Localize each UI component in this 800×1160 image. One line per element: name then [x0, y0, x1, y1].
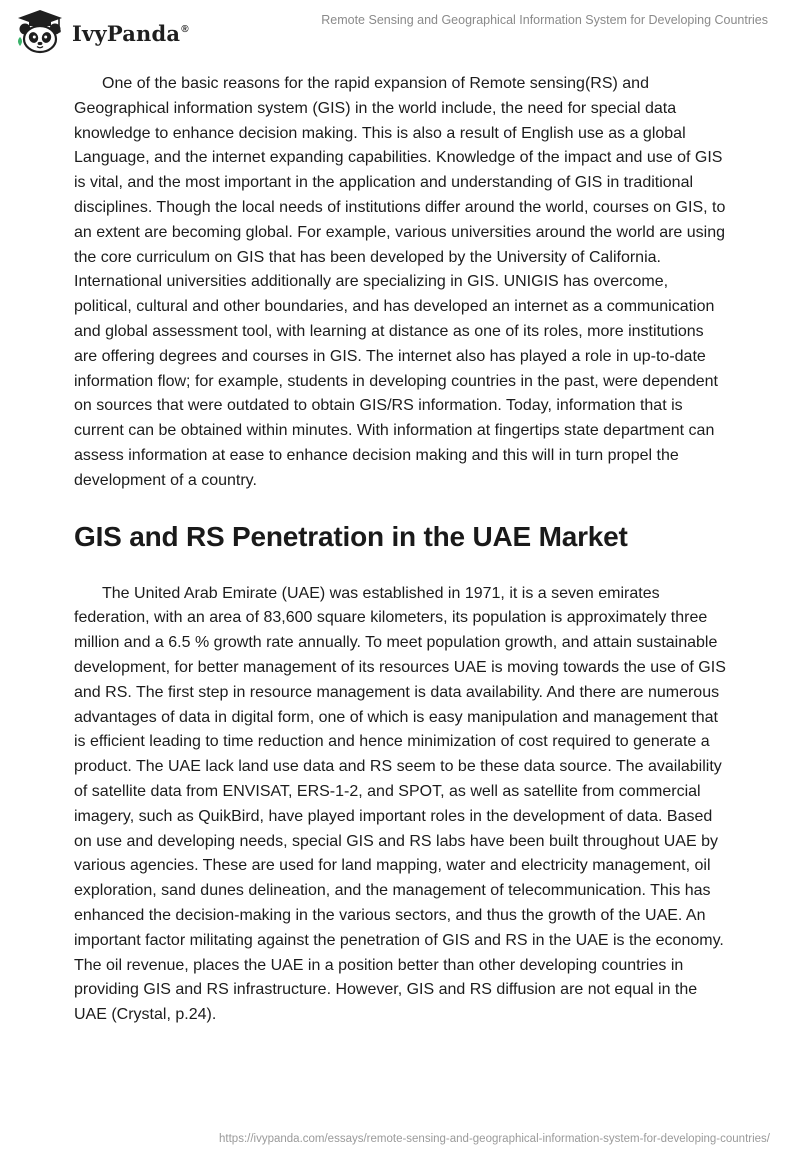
page-header: [0, 0, 800, 60]
document-title: Remote Sensing and Geographical Information System for Developing Countries: [321, 13, 768, 27]
paragraph-intro: One of the basic reasons for the rapid expansion of Remote sensing(RS) and Geographical information system (GIS) in the world include, the need for special data knowledge to enhance decision making. This is also a result of English use as a global Language, and the internet expanding capabilities. Knowledge of the impact and use of GIS is vital, and the most important in the application and understanding of GIS in traditional disciplines. Though the local needs of institutions differ around the world, courses on GIS, to an extent are becoming global. For example, various universities around the world are using the core curriculum on GIS that has been developed by the University of California. International universities additionally are specializing in GIS. UNIGIS has overcome, political, cultural and other boundaries, and has developed an internet as a communication and global assessment tool, with learning at distance as one of its roles, more institutions are offering degrees and courses in GIS. The internet also has played a role in up-to-date information flow; for example, students in developing countries in the past, were dependent on sources that were outdated to obtain GIS/RS information. Today, information that is current can be obtained within minutes. With information at fingertips state department can assess information at ease to enhance decision making and this will in turn propel the development of a country.: [74, 75, 726, 489]
logo-text: IvyPanda®: [72, 20, 189, 46]
ivypanda-logo[interactable]: [14, 8, 189, 54]
panda-graduate-icon: [14, 8, 66, 54]
section-heading: GIS and RS Penetration in the UAE Market: [74, 520, 628, 552]
footer-url-link[interactable]: https://ivypanda.com/essays/remote-sensing-and-geographical-information-system-for-developing-countries/: [219, 1133, 770, 1145]
paragraph-uae: The United Arab Emirate (UAE) was established in 1971, it is a seven emirates federation, with an area of 83,600 square kilometers, its population is approximately three million and a 6.5 % growth rate annually. To meet population growth, and attain sustainable development, for better management of its resources UAE is moving towards the use of GIS and RS. The first step in resource management is data availability. And there are numerous advantages of data in digital form, one of which is easy manipulation and management that is efficient leading to time reduction and hence minimization of cost required to generate a product. The UAE lack land use data and RS seem to be these data source. The availability of satellite data from ENVISAT, ERS-1-2, and SPOT, as well as satellite from commercial imagery, such as QuikBird, have played important roles in the development of data. Based on use and developing needs, special GIS and RS labs have been built throughout UAE by various agencies. These are used for land mapping, water and electricity management, oil exploration, sand dunes delineation, and the management of telecommunication. This has enhanced the decision-making in the various sectors, and thus the growth of the UAE. An important factor militating against the penetration of GIS and RS in the UAE is the economy. The oil revenue, places the UAE in a position better than other developing countries in providing GIS and RS infrastructure. However, GIS and RS diffusion are not equal in the UAE (Crystal, p.24).: [74, 584, 726, 1024]
article-body: [74, 72, 726, 1028]
